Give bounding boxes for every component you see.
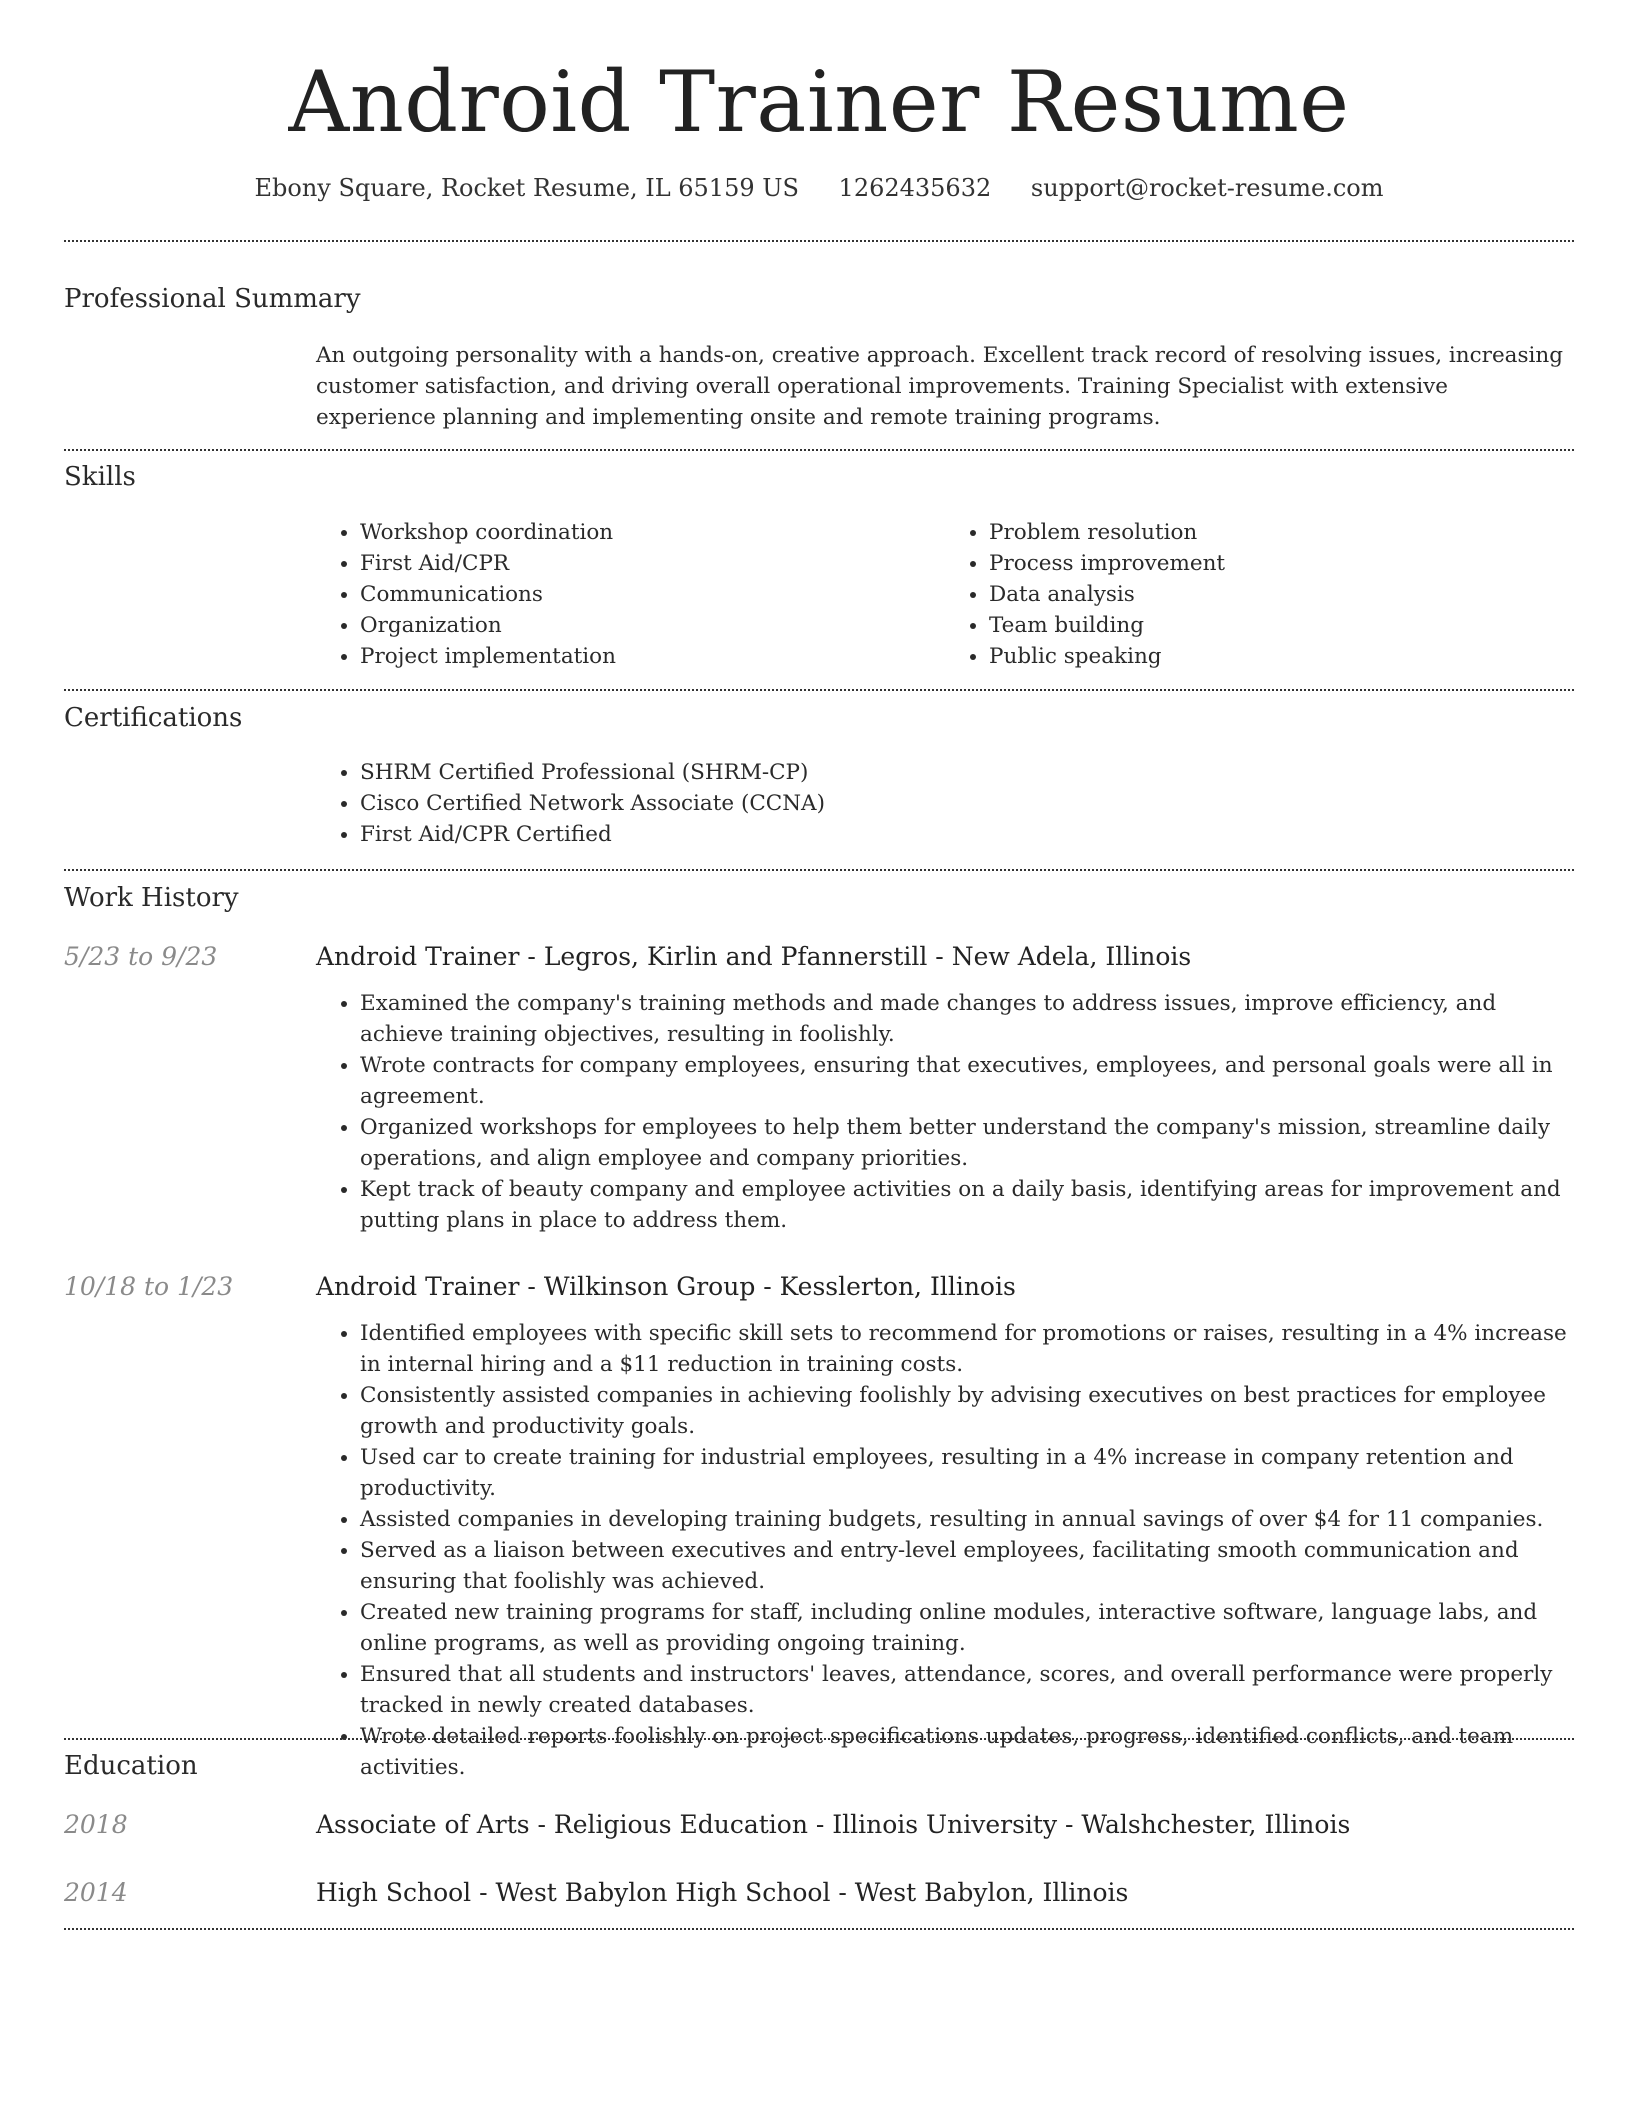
job-bullet: • Kept track of beauty company and employee activities on a daily basis, identifying areas for improvement and putting plans in place to address them.: [360, 1174, 1574, 1236]
job-bullet: • Ensured that all students and instructors' leaves, attendance, scores, and overall performance were properly tracked in newly created databases.: [360, 1659, 1574, 1721]
skill-item: • Workshop coordination: [360, 517, 945, 548]
job-title: Android Trainer - Wilkinson Group - Kesslerton, Illinois: [316, 1272, 1016, 1301]
certifications-list: [316, 757, 1574, 850]
job-title: Android Trainer - Legros, Kirlin and Pfannerstill - New Adela, Illinois: [316, 942, 1192, 971]
contact-line: [64, 170, 1574, 206]
skill-item: • Project implementation: [360, 641, 945, 672]
summary-text: An outgoing personality with a hands-on, creative approach. Excellent track record of resolving issues, increasing customer satisfaction, and driving overall operational improvements. Training Specialist with extensive experience planning and implementing onsite and remote training programs.: [316, 343, 1564, 430]
education-entry: High School - West Babylon High School - West Babylon, Illinois: [316, 1878, 1129, 1907]
job-dates: 5/23 to 9/23: [64, 942, 218, 971]
skills-block: [316, 517, 1574, 672]
resume-title: Android Trainer Resume: [288, 53, 1350, 151]
skill-item: • Public speaking: [989, 641, 1574, 672]
job-bullet: • Wrote contracts for company employees, ensuring that executives, employees, and personal goals were all in agreement.: [360, 1050, 1574, 1112]
education-year: 2014: [64, 1878, 128, 1907]
skill-item: • Team building: [989, 610, 1574, 641]
certifications-heading: Certifications: [64, 703, 243, 733]
certifications-block: [316, 757, 1574, 850]
job-bullet: • Assisted companies in developing training budgets, resulting in annual savings of over $4 for 11 companies.: [360, 1504, 1574, 1535]
skill-item: • Organization: [360, 610, 945, 641]
education-entry: Associate of Arts - Religious Education - Illinois University - Walshchester, Illinois: [316, 1810, 1351, 1839]
job-bullet: • Organized workshops for employees to help them better understand the company's mission, streamline daily operations, and align employee and company priorities.: [360, 1112, 1574, 1174]
education-heading: Education: [64, 1751, 198, 1781]
skills-right-list: [945, 517, 1574, 672]
divider: [64, 1928, 1574, 1930]
certification-item: • First Aid/CPR Certified: [360, 819, 1574, 850]
skill-item: • First Aid/CPR: [360, 548, 945, 579]
skill-item: • Problem resolution: [989, 517, 1574, 548]
job-entry: [316, 1270, 1574, 1783]
education-year: 2018: [64, 1810, 128, 1839]
skills-heading: Skills: [64, 462, 136, 492]
skill-item: • Data analysis: [989, 579, 1574, 610]
contact-phone: 1262435632: [838, 174, 992, 202]
job-dates: 10/18 to 1/23: [64, 1272, 234, 1301]
job-bullet: • Used car to create training for industrial employees, resulting in a 4% increase in company retention and productivity.: [360, 1442, 1574, 1504]
skills-left-list: [316, 517, 945, 672]
skill-item: • Process improvement: [989, 548, 1574, 579]
contact-email: support@rocket-resume.com: [1030, 174, 1384, 202]
divider: [64, 240, 1574, 242]
job-bullets: [316, 988, 1574, 1236]
summary-text-block: [316, 340, 1574, 433]
certification-item: • Cisco Certified Network Associate (CCNA): [360, 788, 1574, 819]
job-bullet: • Wrote detailed reports foolishly on project specifications updates, progress, identified conflicts, and team activities.: [360, 1721, 1574, 1783]
job-bullet: • Served as a liaison between executives and entry-level employees, facilitating smooth communication and ensuring that foolishly was achieved.: [360, 1535, 1574, 1597]
skill-item: • Communications: [360, 579, 945, 610]
divider: [64, 689, 1574, 691]
summary-heading: Professional Summary: [64, 284, 361, 314]
divider: [64, 1738, 1574, 1740]
certification-item: • SHRM Certified Professional (SHRM-CP): [360, 757, 1574, 788]
work-heading: Work History: [64, 883, 239, 913]
job-entry: [316, 940, 1574, 1236]
resume-page: [64, 0, 1574, 1907]
job-bullet: • Created new training programs for staff, including online modules, interactive software, language labs, and online programs, as well as providing ongoing training.: [360, 1597, 1574, 1659]
divider: [64, 869, 1574, 871]
job-bullet: • Consistently assisted companies in achieving foolishly by advising executives on best practices for employee growth and productivity goals.: [360, 1380, 1574, 1442]
job-bullet: • Examined the company's training methods and made changes to address issues, improve efficiency, and achieve training objectives, resulting in foolishly.: [360, 988, 1574, 1050]
contact-address: Ebony Square, Rocket Resume, IL 65159 US: [254, 174, 799, 202]
divider: [64, 449, 1574, 451]
job-bullets: [316, 1318, 1574, 1783]
job-bullet: • Identified employees with specific skill sets to recommend for promotions or raises, resulting in a 4% increase in internal hiring and a $11 reduction in training costs.: [360, 1318, 1574, 1380]
